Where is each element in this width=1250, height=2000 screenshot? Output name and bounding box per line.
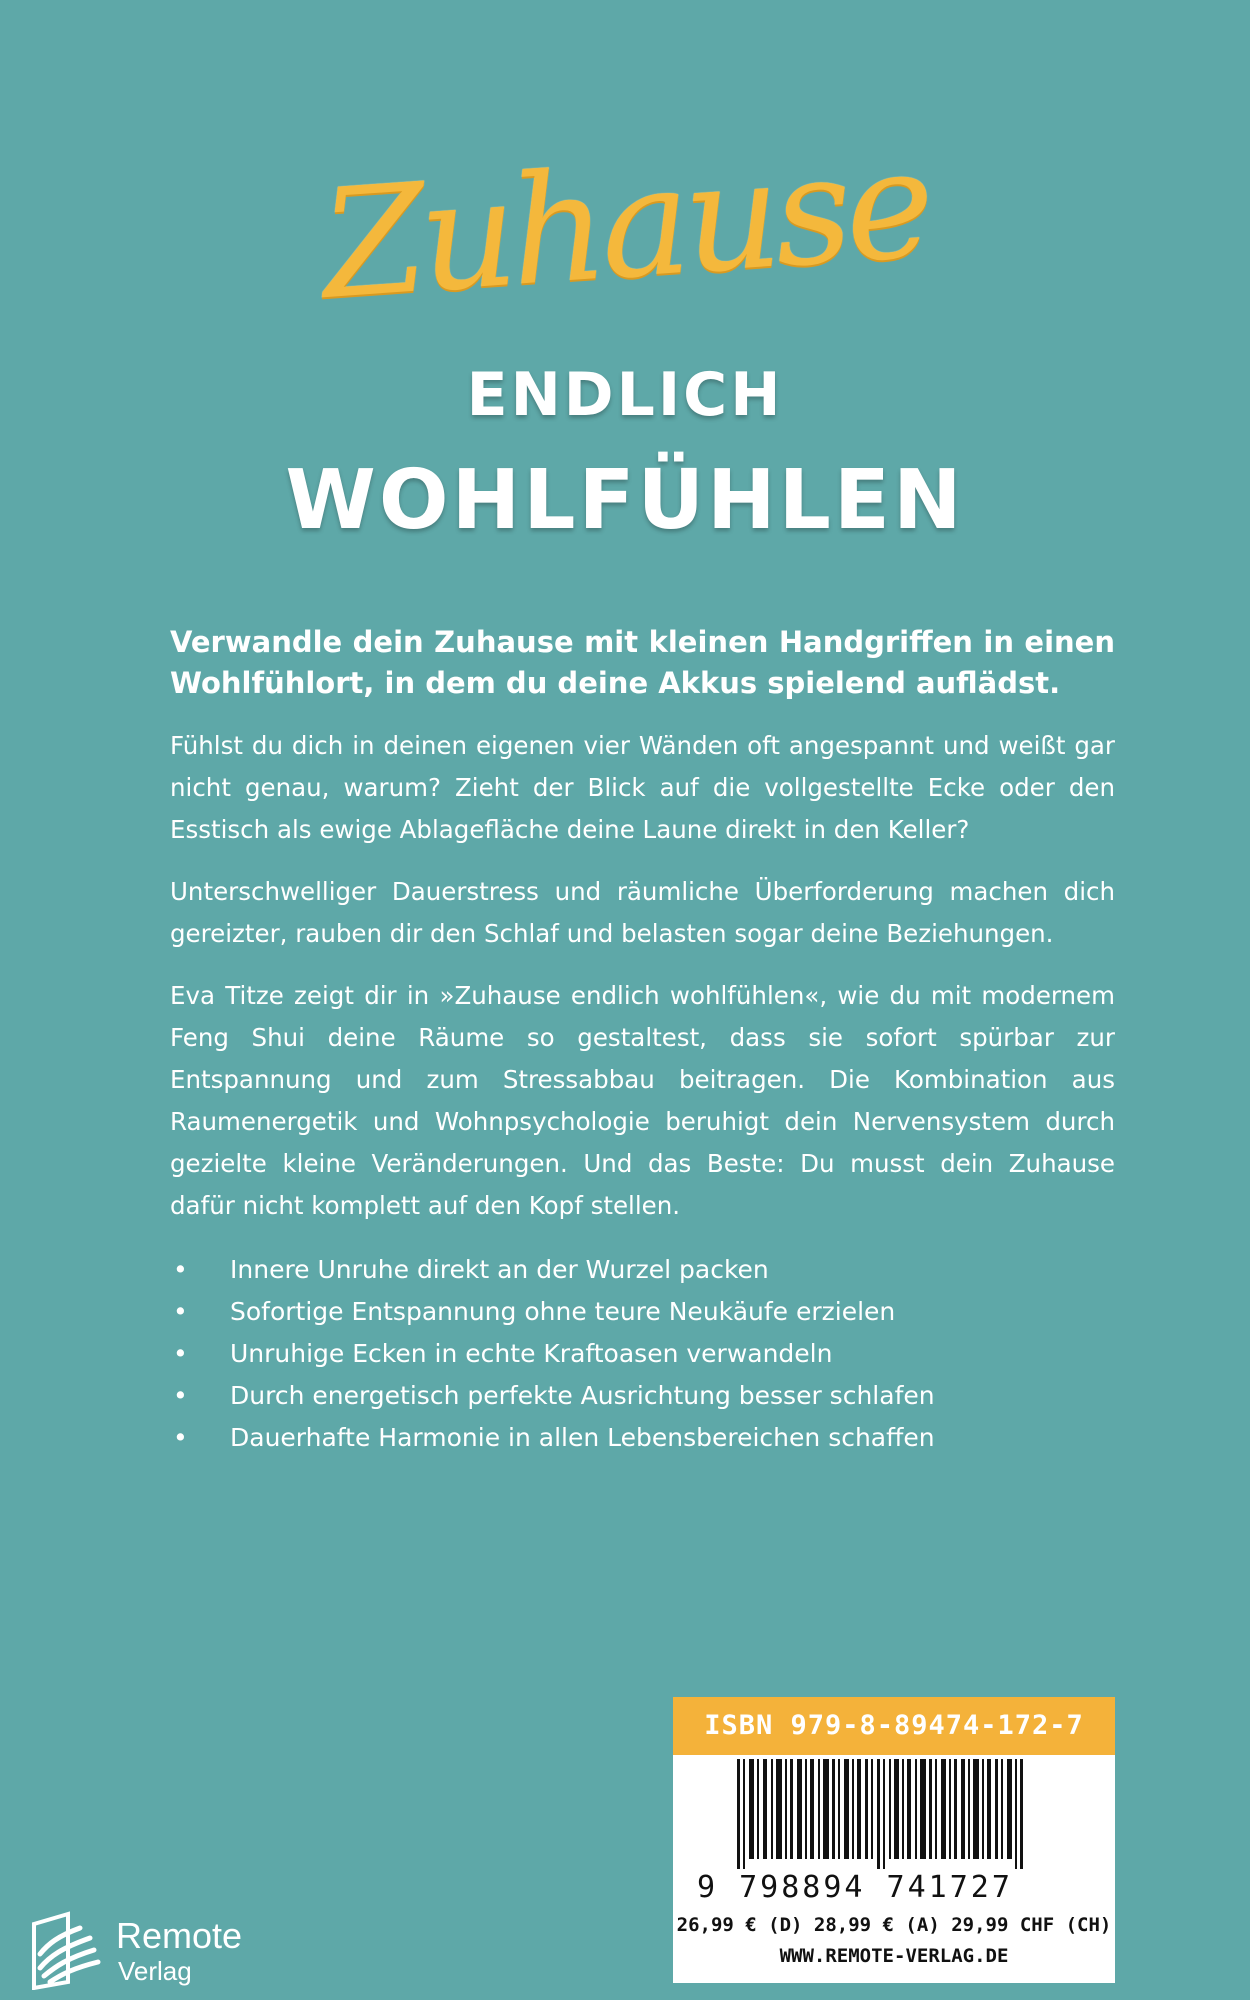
barcode-icon [697, 1759, 1091, 1869]
title-line-1: ENDLICH [466, 360, 784, 430]
bullet-item [170, 1249, 1115, 1291]
bullet-glyph: • [173, 1297, 188, 1327]
bullet-item [170, 1417, 1115, 1459]
bullet-text: Durch energetisch perfekte Ausrichtung besser schlafen [230, 1381, 935, 1411]
barcode-panel [673, 1697, 1115, 1983]
isbn-label: ISBN 979-8-89474-172-7 [673, 1697, 1115, 1755]
remote-verlag-logo-icon [28, 1910, 106, 1990]
bullet-glyph: • [173, 1339, 188, 1369]
bullet-text: Unruhige Ecken in echte Kraftoasen verwandeln [230, 1339, 833, 1369]
paragraph: Unterschwelliger Dauerstress und räumliche Überforderung machen dich gereizter, rauben dir den Schlaf und belasten sogar deine Beziehungen. [170, 877, 1115, 949]
bullet-item [170, 1375, 1115, 1417]
ean-digits: 9 798894 741727 [697, 1870, 1013, 1905]
publisher-logo [28, 1910, 268, 1990]
paragraph: Fühlst du dich in deinen eigenen vier Wänden oft angespannt und weißt gar nicht genau, warum? Zieht der Blick auf die vollgestellte Ecke oder den Esstisch als ewige Ablagefläche deine Laune direkt in den Keller? [170, 731, 1115, 845]
bullet-list [170, 1249, 1115, 1459]
bullet-glyph: • [173, 1255, 188, 1285]
bullet-item [170, 1291, 1115, 1333]
bullet-glyph: • [173, 1423, 188, 1453]
bullet-glyph: • [173, 1381, 188, 1411]
publisher-name: Remote [116, 1915, 243, 1956]
bullet-item [170, 1333, 1115, 1375]
publisher-sub: Verlag [118, 1956, 192, 1986]
bullet-text: Innere Unruhe direkt an der Wurzel packen [230, 1255, 769, 1285]
script-title: Zuhause [316, 117, 934, 333]
bullet-text: Dauerhafte Harmonie in allen Lebensbereichen schaffen [230, 1423, 935, 1453]
blurb [170, 622, 1115, 1457]
paragraph: Eva Titze zeigt dir in »Zuhause endlich wohlfühlen«, wie du mit modernem Feng Shui deine Räume so gestaltest, dass sie sofort spürbar zur Entspannung und zum Stressabbau beitragen. Die Kombination aus Raumenergetik und Wohnpsychologie beruhigt dein Nervensystem durch gezielte kleine Veränderungen. Und das Beste: Du musst dein Zuhause dafür nicht komplett auf den Kopf stellen. [170, 981, 1115, 1221]
price-line: 26,99 € (D) 28,99 € (A) 29,99 CHF (CH) [676, 1914, 1112, 1936]
bullet-text: Sofortige Entspannung ohne teure Neukäufe erzielen [230, 1297, 896, 1327]
website-link[interactable]: WWW.REMOTE-VERLAG.DE [779, 1945, 1009, 1967]
title-line-2: WOHLFÜHLEN [285, 453, 965, 548]
lead-text: Verwandle dein Zuhause mit kleinen Handgriffen in einen Wohlfühlort, in dem du deine Akkus spielend auflädst. [170, 625, 1115, 700]
